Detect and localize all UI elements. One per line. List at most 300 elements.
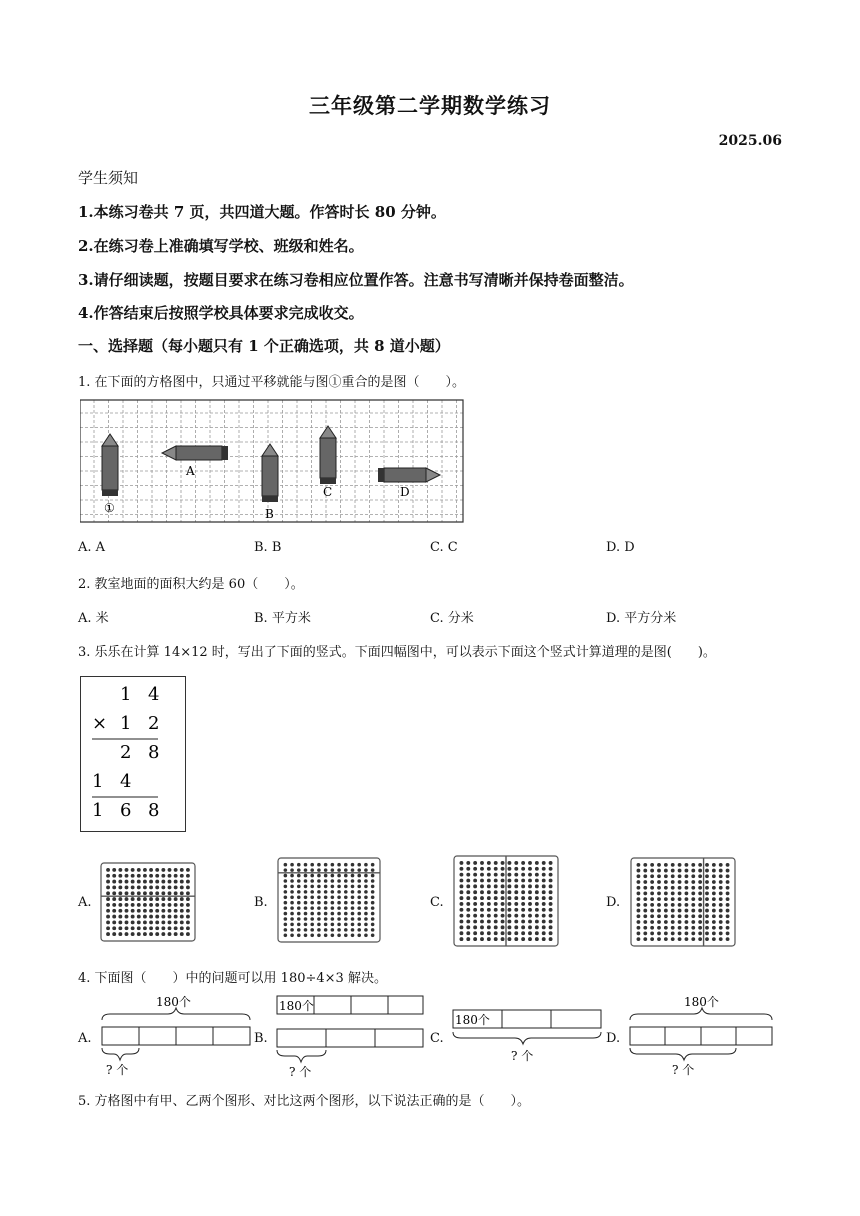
dot <box>155 909 159 913</box>
dot <box>351 912 355 916</box>
dot <box>317 901 321 905</box>
q3-option-c[interactable]: C. <box>430 895 444 910</box>
q1-option-a[interactable]: A. A <box>78 540 106 555</box>
dot <box>507 914 511 918</box>
svg-text:? 个: ? 个 <box>511 1049 534 1063</box>
svg-text:8: 8 <box>148 800 160 821</box>
dot <box>726 937 730 941</box>
dot <box>364 923 368 927</box>
dot <box>284 879 288 883</box>
dot <box>344 928 348 932</box>
dot <box>155 915 159 919</box>
dot <box>480 925 484 929</box>
dot <box>637 897 641 901</box>
dot <box>494 908 498 912</box>
dot <box>678 874 682 878</box>
dot <box>324 906 328 910</box>
dot <box>650 926 654 930</box>
dot <box>705 932 709 936</box>
dot <box>657 920 661 924</box>
dot <box>528 890 532 894</box>
dot <box>643 886 647 890</box>
dot <box>180 868 184 872</box>
dot <box>726 903 730 907</box>
q3-option-b[interactable]: B. <box>254 895 268 910</box>
dot <box>106 932 110 936</box>
dot <box>643 869 647 873</box>
dot <box>466 896 470 900</box>
dot <box>174 932 178 936</box>
dot <box>186 915 190 919</box>
dot <box>459 908 463 912</box>
dot <box>664 909 668 913</box>
dot <box>637 937 641 941</box>
dot <box>131 880 135 884</box>
dot <box>324 895 328 899</box>
dot <box>149 868 153 872</box>
dot <box>705 903 709 907</box>
dot <box>331 923 335 927</box>
dot <box>357 923 361 927</box>
dot <box>137 891 141 895</box>
dot <box>664 869 668 873</box>
dot <box>131 932 135 936</box>
dot <box>351 895 355 899</box>
dot <box>719 926 723 930</box>
dot <box>106 903 110 907</box>
dot <box>106 880 110 884</box>
dot <box>664 897 668 901</box>
pencil-a-icon <box>162 446 228 460</box>
dot <box>507 884 511 888</box>
dot <box>118 926 122 930</box>
svg-text:4: 4 <box>120 771 132 792</box>
dot <box>284 906 288 910</box>
dot <box>131 909 135 913</box>
dot <box>297 885 301 889</box>
dot <box>466 925 470 929</box>
pencil-d-icon <box>378 468 440 482</box>
dot <box>112 903 116 907</box>
exam-date: 2025.06 <box>718 133 782 149</box>
dot <box>487 914 491 918</box>
svg-text:? 个: ? 个 <box>106 1063 129 1077</box>
dot <box>528 937 532 941</box>
svg-text:2: 2 <box>148 713 160 734</box>
dot <box>364 879 368 883</box>
dot <box>180 932 184 936</box>
dot <box>310 879 314 883</box>
dot <box>149 920 153 924</box>
dot <box>501 902 505 906</box>
dot <box>685 863 689 867</box>
dot <box>168 932 172 936</box>
dot <box>480 908 484 912</box>
dot <box>466 861 470 865</box>
dot <box>521 879 525 883</box>
dot <box>549 931 553 935</box>
dot <box>542 884 546 888</box>
dot <box>671 897 675 901</box>
dot <box>535 896 539 900</box>
dot <box>344 879 348 883</box>
dot <box>310 901 314 905</box>
dot <box>168 868 172 872</box>
dot <box>650 914 654 918</box>
dot <box>650 863 654 867</box>
svg-text:1: 1 <box>120 684 132 705</box>
dot <box>521 896 525 900</box>
dot <box>494 914 498 918</box>
dot <box>657 909 661 913</box>
dot <box>331 901 335 905</box>
dot <box>317 912 321 916</box>
dot <box>664 926 668 930</box>
dot <box>371 868 375 872</box>
dot <box>657 897 661 901</box>
q4-option-c[interactable]: C. <box>430 1031 444 1046</box>
dot <box>125 891 129 895</box>
dot <box>542 908 546 912</box>
dot <box>480 890 484 894</box>
dot <box>549 920 553 924</box>
dot <box>290 923 294 927</box>
dot <box>118 874 122 878</box>
dot <box>494 937 498 941</box>
dot <box>685 892 689 896</box>
dot <box>501 867 505 871</box>
dot <box>290 906 294 910</box>
dot <box>149 903 153 907</box>
dot <box>284 917 288 921</box>
dot <box>643 903 647 907</box>
dot <box>344 901 348 905</box>
dot <box>664 920 668 924</box>
dot <box>331 928 335 932</box>
dot <box>719 932 723 936</box>
dot <box>643 880 647 884</box>
dot <box>705 926 709 930</box>
dot <box>118 885 122 889</box>
dot <box>174 926 178 930</box>
dot <box>310 895 314 899</box>
q4-option-b[interactable]: B. <box>254 1031 268 1046</box>
dot <box>174 880 178 884</box>
dot <box>698 874 702 878</box>
dot <box>149 880 153 884</box>
dot <box>351 928 355 932</box>
dot <box>364 912 368 916</box>
dot <box>535 902 539 906</box>
dot <box>161 880 165 884</box>
dot <box>186 920 190 924</box>
dot <box>671 880 675 884</box>
dot <box>698 920 702 924</box>
dot <box>174 909 178 913</box>
dot <box>161 885 165 889</box>
dot <box>712 874 716 878</box>
dot <box>284 901 288 905</box>
dot <box>657 914 661 918</box>
dot <box>304 863 308 867</box>
q1-option-d[interactable]: D. D <box>606 540 635 555</box>
svg-text:×: × <box>92 713 108 734</box>
dot <box>161 932 165 936</box>
dot <box>521 908 525 912</box>
dot <box>106 897 110 901</box>
dot <box>118 915 122 919</box>
dot <box>125 920 129 924</box>
figure-label-b: B <box>265 507 274 521</box>
dot <box>664 892 668 896</box>
q4-option-a[interactable]: A. <box>78 1031 92 1046</box>
dot <box>112 868 116 872</box>
dot <box>643 892 647 896</box>
dot <box>685 880 689 884</box>
dot <box>125 926 129 930</box>
dot <box>459 867 463 871</box>
dot <box>501 896 505 900</box>
dot <box>317 863 321 867</box>
dot <box>310 917 314 921</box>
dot <box>180 897 184 901</box>
bar-model-a <box>98 992 256 1080</box>
dot <box>671 903 675 907</box>
dot <box>155 891 159 895</box>
dot <box>542 920 546 924</box>
dot <box>719 937 723 941</box>
dot <box>155 885 159 889</box>
dot <box>473 879 477 883</box>
dot <box>304 874 308 878</box>
svg-text:180个: 180个 <box>684 995 719 1009</box>
dot <box>174 885 178 889</box>
dot <box>317 923 321 927</box>
dot <box>371 912 375 916</box>
dot <box>637 892 641 896</box>
dot <box>487 890 491 894</box>
dot <box>528 884 532 888</box>
dot <box>685 920 689 924</box>
dot <box>125 874 129 878</box>
dot <box>664 886 668 890</box>
dot <box>501 861 505 865</box>
dot <box>719 897 723 901</box>
dot <box>671 886 675 890</box>
dot <box>719 880 723 884</box>
dot <box>521 902 525 906</box>
dot <box>650 892 654 896</box>
dot <box>678 932 682 936</box>
dot <box>549 890 553 894</box>
dot <box>528 879 532 883</box>
dot <box>705 920 709 924</box>
q4-option-d[interactable]: D. <box>606 1031 621 1046</box>
dot <box>364 895 368 899</box>
dot <box>712 892 716 896</box>
dot <box>712 886 716 890</box>
dot <box>691 920 695 924</box>
dot <box>705 863 709 867</box>
dot <box>143 926 147 930</box>
dot <box>671 920 675 924</box>
dot <box>698 880 702 884</box>
figure-label-c: C <box>323 485 333 499</box>
dot <box>344 906 348 910</box>
q3-option-a[interactable]: A. <box>78 895 92 910</box>
dot <box>466 902 470 906</box>
dot <box>535 890 539 894</box>
dot <box>297 879 301 883</box>
dot <box>650 897 654 901</box>
dot <box>118 880 122 884</box>
q2-option-b[interactable]: B. 平方米 <box>254 611 311 626</box>
dot <box>698 863 702 867</box>
dot <box>685 897 689 901</box>
dot <box>112 891 116 895</box>
dot <box>297 901 301 905</box>
dot <box>337 912 341 916</box>
dot <box>155 903 159 907</box>
dot <box>480 873 484 877</box>
dot <box>297 874 301 878</box>
dot <box>671 863 675 867</box>
dot <box>310 928 314 932</box>
dot <box>112 920 116 924</box>
dot <box>331 868 335 872</box>
q1-option-c[interactable]: C. C <box>430 540 458 555</box>
dot <box>535 937 539 941</box>
dot <box>155 868 159 872</box>
dot <box>106 926 110 930</box>
svg-text:? 个: ? 个 <box>672 1063 695 1077</box>
dot <box>657 886 661 890</box>
dot <box>542 914 546 918</box>
dot <box>284 885 288 889</box>
dot <box>174 868 178 872</box>
dot <box>691 903 695 907</box>
dot <box>118 920 122 924</box>
dot <box>168 874 172 878</box>
svg-text:180个: 180个 <box>455 1013 490 1027</box>
dot <box>364 906 368 910</box>
dot <box>487 925 491 929</box>
dot <box>507 890 511 894</box>
q2-option-d[interactable]: D. 平方分米 <box>606 611 677 626</box>
dot <box>137 909 141 913</box>
dot <box>487 884 491 888</box>
dot <box>678 914 682 918</box>
dot <box>131 891 135 895</box>
dot <box>542 867 546 871</box>
dot <box>125 932 129 936</box>
dot <box>310 890 314 894</box>
dot <box>459 937 463 941</box>
dot <box>180 915 184 919</box>
dot <box>528 896 532 900</box>
dot <box>698 937 702 941</box>
dot <box>112 880 116 884</box>
dot <box>501 873 505 877</box>
dot <box>106 885 110 889</box>
q3-option-d[interactable]: D. <box>606 895 621 910</box>
dot <box>337 928 341 932</box>
dot <box>698 932 702 936</box>
dot <box>501 914 505 918</box>
dot <box>310 906 314 910</box>
dot <box>331 885 335 889</box>
dot <box>542 890 546 894</box>
dot <box>324 923 328 927</box>
dot <box>726 869 730 873</box>
dot <box>494 920 498 924</box>
bar-model-d <box>628 992 776 1080</box>
dot <box>501 925 505 929</box>
question-1-grid-figure <box>80 398 465 524</box>
dot <box>691 892 695 896</box>
figure-label-a: A <box>186 464 195 478</box>
dot <box>371 863 375 867</box>
dot <box>657 880 661 884</box>
dot <box>174 915 178 919</box>
dot <box>351 906 355 910</box>
dot <box>364 928 368 932</box>
question-5-text: 5. 方格图中有甲、乙两个图形、对比这两个图形，以下说法正确的是（ ）。 <box>78 1094 531 1109</box>
dot <box>719 903 723 907</box>
dot <box>514 873 518 877</box>
dot <box>284 874 288 878</box>
dot <box>487 896 491 900</box>
dot <box>535 931 539 935</box>
dot <box>657 892 661 896</box>
dot <box>487 908 491 912</box>
dot <box>364 901 368 905</box>
dot <box>712 903 716 907</box>
dot <box>650 932 654 936</box>
dot <box>149 897 153 901</box>
dot <box>501 937 505 941</box>
dot <box>719 920 723 924</box>
dot <box>310 868 314 872</box>
dot <box>473 931 477 935</box>
dot <box>466 890 470 894</box>
dot <box>521 884 525 888</box>
dot <box>726 920 730 924</box>
dot <box>357 917 361 921</box>
question-1-text: 1. 在下面的方格图中，只通过平移就能与图①重合的是图（ ）。 <box>78 375 466 390</box>
dot <box>650 909 654 913</box>
dot <box>542 879 546 883</box>
dot <box>494 902 498 906</box>
dot <box>337 890 341 894</box>
q1-option-b[interactable]: B. B <box>254 540 282 555</box>
dot <box>351 868 355 872</box>
dot <box>514 908 518 912</box>
dot <box>691 869 695 873</box>
notice-item-4: 4.作答结束后按照学校具体要求完成收交。 <box>78 304 364 322</box>
dot <box>317 868 321 872</box>
dot <box>494 879 498 883</box>
dot <box>174 874 178 878</box>
q2-option-a[interactable]: A. 米 <box>78 611 109 626</box>
dot <box>528 925 532 929</box>
dot <box>344 917 348 921</box>
dot <box>657 863 661 867</box>
dot <box>331 912 335 916</box>
dot <box>466 879 470 883</box>
q2-option-c[interactable]: C. 分米 <box>430 611 474 626</box>
dot <box>671 909 675 913</box>
